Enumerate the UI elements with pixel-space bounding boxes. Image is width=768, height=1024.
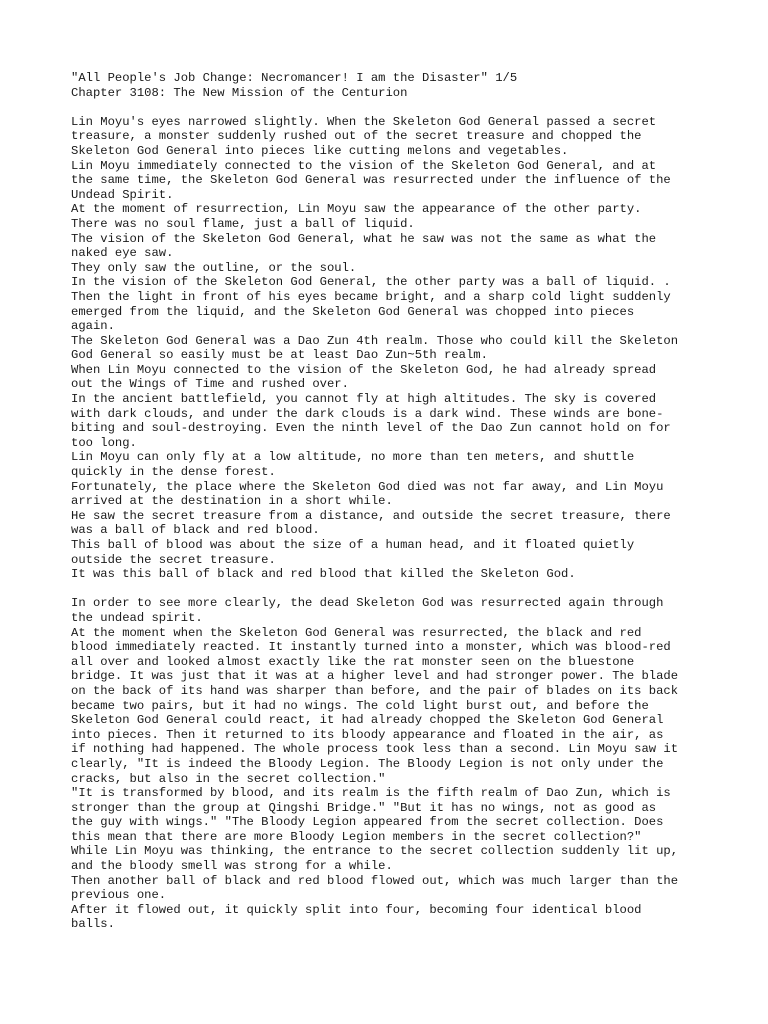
text-line: While Lin Moyu was thinking, the entrance to the secret collection suddenly lit up, xyxy=(71,844,679,859)
text-line: blood immediately reacted. It instantly turned into a monster, which was blood-red xyxy=(71,640,671,655)
text-line: Then the light in front of his eyes became bright, and a sharp cold light suddenly xyxy=(71,289,671,304)
text-line: if nothing had happened. The whole process took less than a second. Lin Moyu saw it xyxy=(71,742,679,757)
text-line: the same time, the Skeleton God General was resurrected under the influence of the xyxy=(71,173,671,188)
text-line: cracks, but also in the secret collection." xyxy=(71,771,386,786)
text-line: became two pairs, but it had no wings. The cold light burst out, and before the xyxy=(71,698,649,713)
document-body xyxy=(71,115,708,932)
text-line: previous one. xyxy=(71,888,167,903)
blank-line xyxy=(71,100,708,115)
text-line: stronger than the group at Qingshi Bridge." "But it has no wings, not as good as xyxy=(71,800,657,815)
text-line: too long. xyxy=(71,435,137,450)
text-line: In the vision of the Skeleton God General, the other party was a ball of liquid. . xyxy=(71,275,671,290)
text-line: Fortunately, the place where the Skeleton God died was not far away, and Lin Moyu xyxy=(71,479,664,494)
text-line: all over and looked almost exactly like the rat monster seen on the bluestone xyxy=(71,654,635,669)
text-line: clearly, "It is indeed the Bloody Legion. The Bloody Legion is not only under the xyxy=(71,756,664,771)
text-line: emerged from the liquid, and the Skeleton God General was chopped into pieces xyxy=(71,304,635,319)
text-line: and the bloody smell was strong for a while. xyxy=(71,859,393,874)
text-line: There was no soul flame, just a ball of liquid. xyxy=(71,216,415,231)
chapter-heading: Chapter 3108: The New Mission of the Centurion xyxy=(71,85,408,100)
text-line: The vision of the Skeleton God General, what he saw was not the same as what the xyxy=(71,231,657,246)
text-line: After it flowed out, it quickly split into four, becoming four identical blood xyxy=(71,902,642,917)
text-line: this mean that there are more Bloody Legion members in the secret collection?" xyxy=(71,829,642,844)
text-line: on the back of its hand was sharper than before, and the pair of blades on its back xyxy=(71,683,679,698)
text-line: "It is transformed by blood, and its realm is the fifth realm of Dao Zun, which is xyxy=(71,786,671,801)
text-line: with dark clouds, and under the dark clouds is a dark wind. These winds are bone- xyxy=(71,406,664,421)
text-line: Lin Moyu immediately connected to the vision of the Skeleton God General, and at xyxy=(71,158,657,173)
text-line: In order to see more clearly, the dead Skeleton God was resurrected again through xyxy=(71,596,664,611)
text-line: Then another ball of black and red blood flowed out, which was much larger than the xyxy=(71,873,679,888)
text-line: Skeleton God General into pieces like cutting melons and vegetables. xyxy=(71,143,569,158)
text-line: treasure, a monster suddenly rushed out of the secret treasure and chopped the xyxy=(71,129,642,144)
text-line: God General so easily must be at least Dao Zun~5th realm. xyxy=(71,348,488,363)
text-line: He saw the secret treasure from a distance, and outside the secret treasure, there xyxy=(71,508,671,523)
text-line: out the Wings of Time and rushed over. xyxy=(71,377,349,392)
text-line: The Skeleton God General was a Dao Zun 4th realm. Those who could kill the Skeleton xyxy=(71,333,679,348)
text-line: At the moment when the Skeleton God General was resurrected, the black and red xyxy=(71,625,642,640)
text-line: the guy with wings." "The Bloody Legion appeared from the secret collection. Does xyxy=(71,815,664,830)
text-line: was a ball of black and red blood. xyxy=(71,523,320,538)
text-line: At the moment of resurrection, Lin Moyu saw the appearance of the other party. xyxy=(71,202,642,217)
text-line: This ball of blood was about the size of a human head, and it floated quietly xyxy=(71,538,635,552)
text-line: When Lin Moyu connected to the vision of the Skeleton God, he had already spread xyxy=(71,362,657,377)
text-line: balls. xyxy=(71,917,115,932)
text-line: again. xyxy=(71,319,115,334)
text-line: quickly in the dense forest. xyxy=(71,465,276,480)
text-line xyxy=(71,582,708,597)
text-line: outside the secret treasure. xyxy=(71,552,276,567)
document-title: "All People's Job Change: Necromancer! I am the Disaster" 1/5 xyxy=(71,71,518,85)
text-line: In the ancient battlefield, you cannot fly at high altitudes. The sky is covered xyxy=(71,392,657,407)
text-line: naked eye saw. xyxy=(71,246,174,261)
text-line: into pieces. Then it returned to its bloody appearance and floated in the air, as xyxy=(71,727,664,742)
text-line: They only saw the outline, or the soul. xyxy=(71,260,357,275)
text-line: Skeleton God General could react, it had already chopped the Skeleton God General xyxy=(71,713,664,728)
text-line: arrived at the destination in a short while. xyxy=(71,494,393,509)
text-line: biting and soul-destroying. Even the ninth level of the Dao Zun cannot hold on for xyxy=(71,421,671,436)
text-line: bridge. It was just that it was at a higher level and had stronger power. The blade xyxy=(71,669,679,684)
text-line: Lin Moyu's eyes narrowed slightly. When the Skeleton God General passed a secret xyxy=(71,114,657,129)
text-line: the undead spirit. xyxy=(71,610,203,625)
text-line: Undead Spirit. xyxy=(71,187,174,202)
text-line: It was this ball of black and red blood that killed the Skeleton God. xyxy=(71,567,576,582)
text-line: Lin Moyu can only fly at a low altitude, no more than ten meters, and shuttle xyxy=(71,450,635,465)
